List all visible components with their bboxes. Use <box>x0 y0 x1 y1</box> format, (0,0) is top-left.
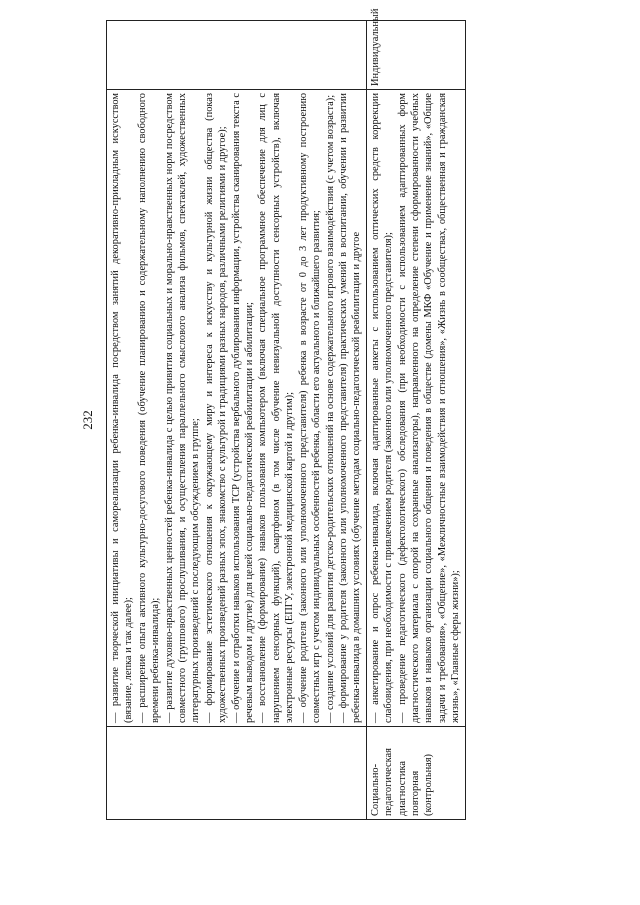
list-item: — формирование у родителя (законного или уполномоченного представителя) практических умений в воспитании, обучении и развитии ребенка-инвалида в домашних условиях (обучение методам социально-педагогической реабилитации и другое <box>337 93 363 723</box>
section-cell <box>107 727 367 820</box>
list-item: — восстановление (формирование) навыков пользования компьютером (включая специальное программное обеспечение для лиц с нарушением сенсорных функций), смартфоном (в том числе обучение невизуальной доступности сенсорных устройств), включая электронные ресурсы (ЕПГУ, электронной медицинской картой и другим); <box>257 93 296 723</box>
form-cell <box>107 21 367 90</box>
list-item: — развитие творческой инициативы и самореализации ребенка-инвалида посредством занятий декоративно-прикладным искусством (вязание, лепка и так далее); <box>110 93 135 723</box>
list-item: — анкетирование и опрос ребенка-инвалида, включая адаптированные анкеты с использованием оптических средств коррекции слабовидения, при необходимости с привлечением родителя (законного или уполномоченного представителя); <box>369 93 395 723</box>
rehabilitation-table <box>106 8 466 820</box>
table-row <box>366 21 465 820</box>
table-row <box>107 21 367 820</box>
list-item: — проведение педагогического (дефектологического) обследования (при необходимости с использованием адаптированных форм диагностического материала с опорой на сохранные анализаторы), направленного на определение степени сформированности учебных навыков и навыков организации социального общения и поведения в обществе (домены МКФ «Обучение и применение знаний», «Общие задачи и требования», «Общение», «Межличностные взаимодействия и отношения», «Жизнь в сообществах, общественная и гражданская жизнь», «Главные сферы жизни»); <box>396 93 462 723</box>
content-cell <box>366 90 465 727</box>
list-item: — обучение и отработки навыков использования ТСР (устройства вербального дублирования информации, устройства сканирования текста с речевым выводом и другие) для целей социально-педагогической реабилитации и абилитации; <box>230 93 256 723</box>
list-item: — развитие духовно-нравственных ценностей ребенка-инвалида с целью привития социальных и морально-нравственных норм посредством совместного (группового) прослушивания, и осуществления параллельного смыслового анализа фильмов, спектаклей, художественных литературных произведений с последующим обсуждением в группе; <box>163 93 202 723</box>
list-item: — формирование эстетического отношения к окружающему миру и интереса к искусству и культурной жизни общества (показ художественных произведений разных эпох, знакомство с культурой и традициями разных народов, различными религиями и другое); <box>203 93 229 723</box>
form-cell: Индивидуальный <box>366 21 465 90</box>
list-item: — обучение родителя (законного или уполномоченного представителя) ребенка в возрасте от 0 до 3 лет продуктивному построению совместных игр с учетом индивидуальных особенностей ребенка, области его актуального и ближайшего развития; <box>297 93 323 723</box>
list-item: — создание условий для развития детско-родительских отношений на основе содержательного игрового взаимодействия (с учетом возраста); <box>324 94 336 723</box>
content-cell <box>107 90 367 727</box>
section-cell: Социально-педагогическая диагностика повторная (контрольная) <box>366 727 465 820</box>
list-item: — расширение опыта активного культурно-досугового поведения (обучение планированию и содержательному наполнению свободного времени ребенка-инвалида); <box>136 93 162 723</box>
rotated-content <box>80 8 540 820</box>
page-number: 232 <box>80 410 95 430</box>
